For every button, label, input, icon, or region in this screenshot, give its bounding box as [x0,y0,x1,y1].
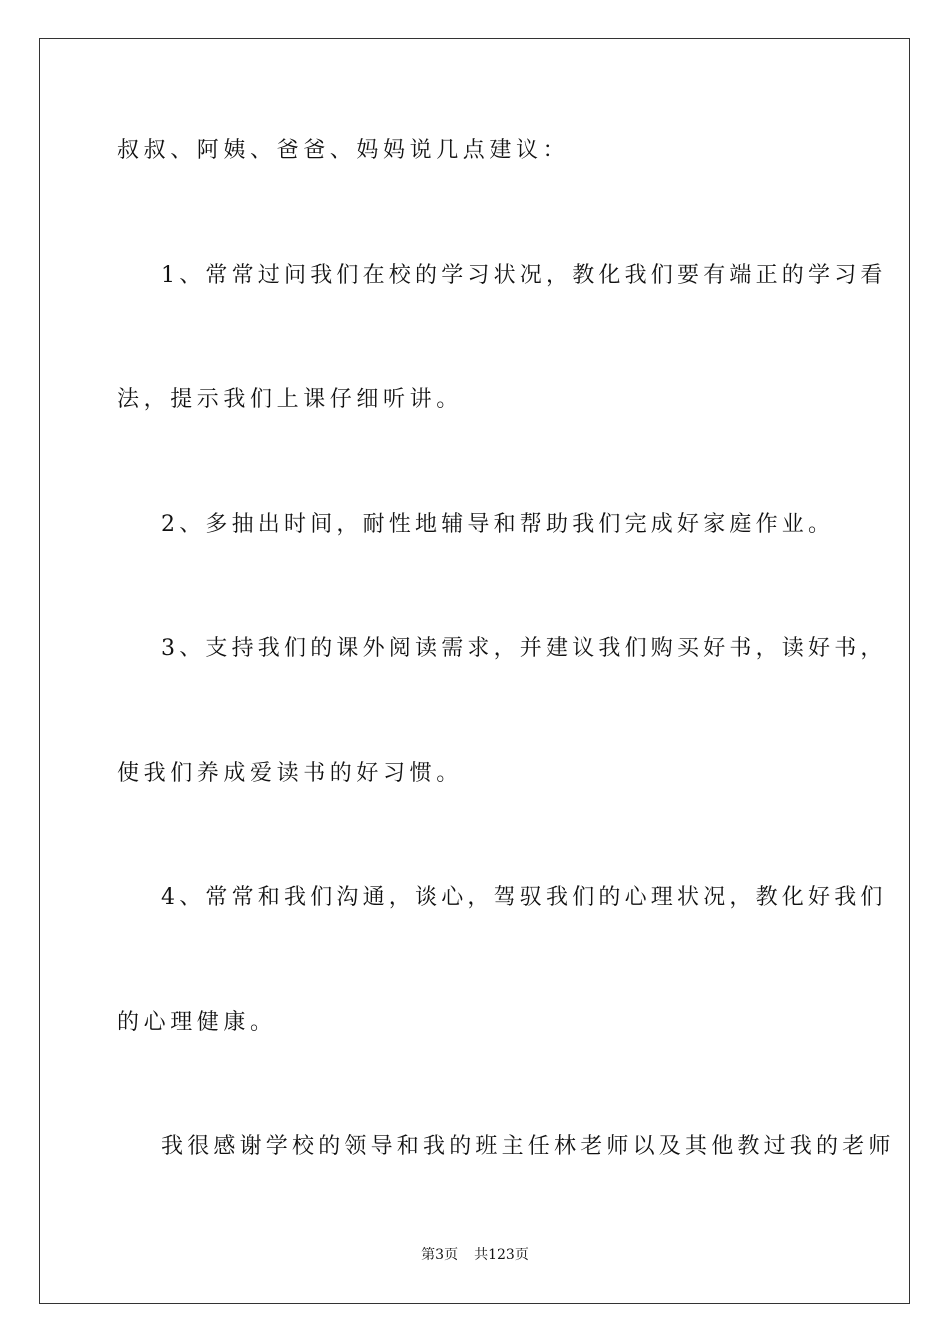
text-line-1: 叔叔、阿姨、爸爸、妈妈说几点建议： [117,138,570,163]
total-pages: 共123页 [474,1247,529,1263]
text-line-4: 2、多抽出时间，耐性地辅导和帮助我们完成好家庭作业。 [161,512,835,537]
page-footer [0,1245,950,1265]
text-line-2: 1、常常过问我们在校的学习状况，教化我们要有端正的学习看 [161,263,887,288]
text-line-6: 使我们养成爱读书的好习惯。 [117,761,463,786]
page-number: 第3页 [421,1247,459,1263]
text-line-5: 3、支持我们的课外阅读需求，并建议我们购买好书，读好书， [161,636,887,661]
text-line-7: 4、常常和我们沟通，谈心，驾驭我们的心理状况，教化好我们 [161,885,887,910]
page-border [39,38,910,1304]
text-line-3: 法，提示我们上课仔细听讲。 [117,387,463,412]
text-line-8: 的心理健康。 [117,1010,277,1035]
text-line-9: 我很感谢学校的领导和我的班主任林老师以及其他教过我的老师 [161,1134,895,1159]
